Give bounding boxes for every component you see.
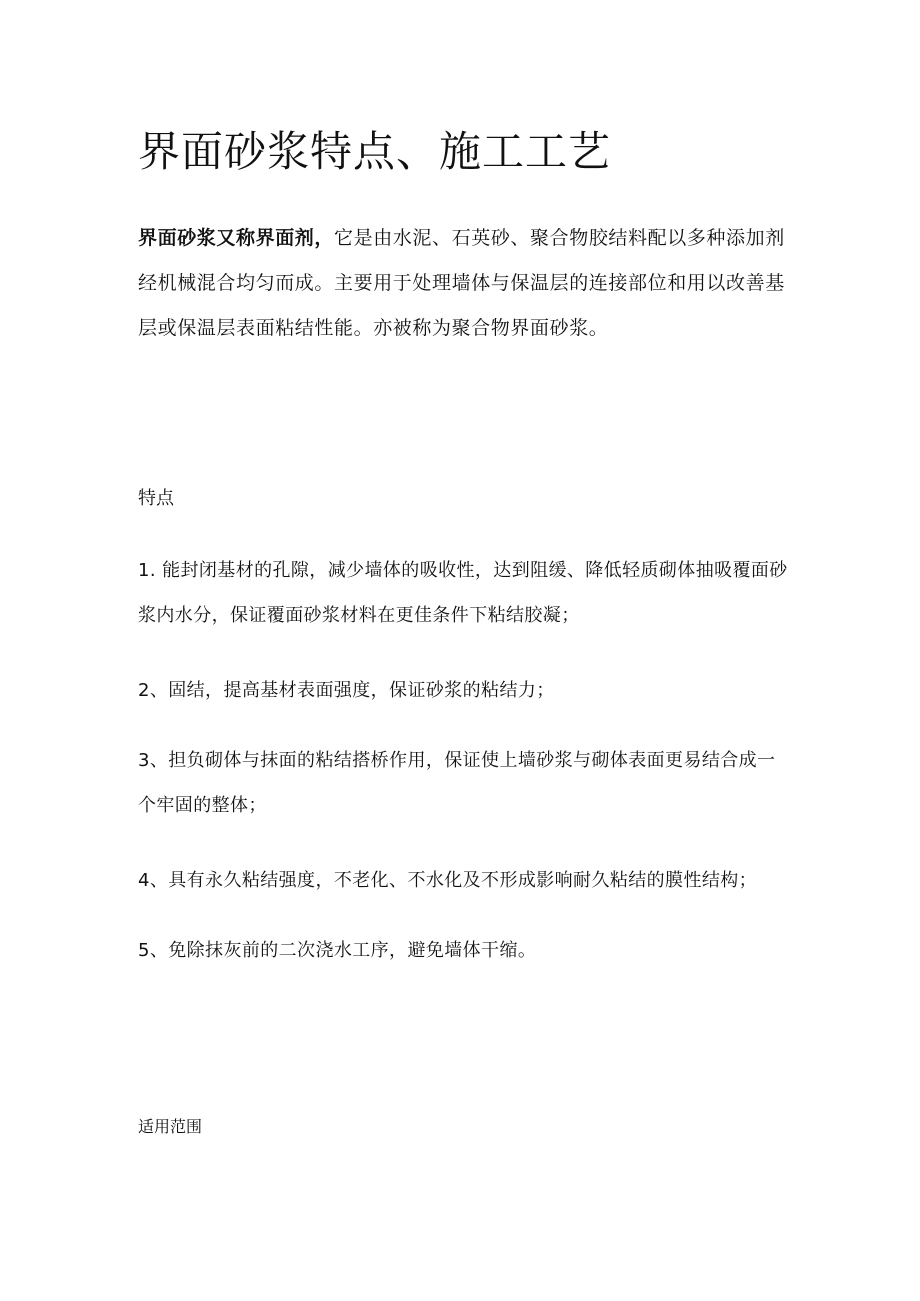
intro-body: 它是由水泥、石英砂、聚合物胶结料配以多种添加剂经机械混合均匀而成。主要用于处理墙体与保温层的连接部位和用以改善基层或保温层表面粘结性能。亦被称为聚合物界面砂浆。 <box>138 227 785 339</box>
scope-heading: 适用范围 <box>138 1117 203 1136</box>
feature-item-2: 2、固结，提高基材表面强度，保证砂浆的粘结力； <box>138 680 555 701</box>
feature-item-1: 1. 能封闭基材的孔隙，减少墙体的吸收性，达到阻缓、降低轻质砌体抽吸覆面砂浆内水分，保证覆面砂浆材料在更佳条件下粘结胶凝； <box>138 560 788 626</box>
features-heading: 特点 <box>138 488 174 509</box>
feature-item-3: 3、担负砌体与抹面的粘结搭桥作用，保证使上墙砂浆与砌体表面更易结合成一个牢固的整体； <box>138 750 776 816</box>
page-title: 界面砂浆特点、施工工艺 <box>138 127 612 176</box>
intro-lead: 界面砂浆又称界面剂， <box>138 227 335 249</box>
intro-paragraph <box>138 216 788 351</box>
feature-item-4: 4、具有永久粘结强度，不老化、不水化及不形成影响耐久粘结的膜性结构； <box>138 870 758 891</box>
feature-item-5: 5、免除抹灰前的二次浇水工序，避免墙体干缩。 <box>138 940 537 961</box>
